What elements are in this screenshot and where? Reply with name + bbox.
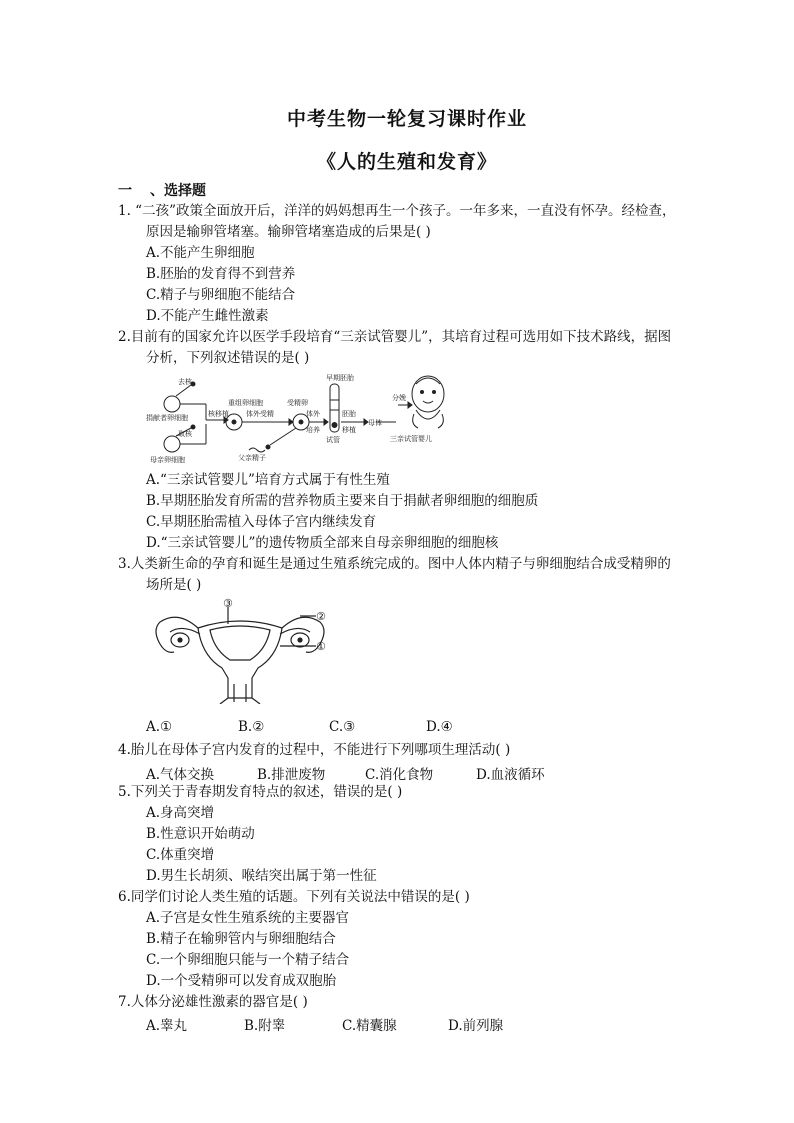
label-remove-nucleus: 去核 xyxy=(178,378,192,386)
label-culture-1: 体外 xyxy=(306,410,320,418)
q4-option-a: A.气体交换 xyxy=(146,767,215,783)
label-3: ③ xyxy=(223,598,233,610)
label-mother-body: 母体 xyxy=(368,419,382,427)
q4-option-b: B.排泄废物 xyxy=(257,767,326,783)
label-nuclear-transfer: 核移植 xyxy=(208,410,229,418)
q5-option-b: B.性意识开始萌动 xyxy=(146,826,255,842)
q3-option-c: C.③ xyxy=(329,719,356,735)
q2-stem-line2: 分析，下列叙述错误的是( ) xyxy=(146,350,310,366)
label-test-tube: 试管 xyxy=(326,436,340,444)
q1-stem-line1: 1. “二孩”政策全面放开后，洋洋的妈妈想再生一个孩子。一年多来，一直没有怀孕。经检查， xyxy=(118,203,676,219)
label-birth: 分娩 xyxy=(392,394,406,402)
label-culture-2: 培养 xyxy=(306,426,320,434)
q1-stem-line2: 原因是输卵管堵塞。输卵管堵塞造成的后果是( ) xyxy=(146,224,431,240)
label-mother-egg: 母亲卵细胞 xyxy=(150,456,185,464)
q5-option-c: C.体重突增 xyxy=(146,847,215,863)
q2-option-b: B.早期胚胎发育所需的营养物质主要来自于捐献者卵细胞的细胞质 xyxy=(146,493,539,509)
q1-option-d: D.不能产生雌性激素 xyxy=(146,308,269,324)
q6-option-b: B.精子在输卵管内与卵细胞结合 xyxy=(146,931,336,947)
label-embryo-1: 胚胎 xyxy=(342,410,356,418)
three-parent-ivf-diagram xyxy=(146,370,456,472)
q1-option-b: B.胚胎的发育得不到营养 xyxy=(146,266,296,282)
label-early-embryo: 早期胚胎 xyxy=(326,374,354,382)
label-take-nucleus: 取核 xyxy=(178,430,192,438)
q3-option-b: B.② xyxy=(238,719,265,735)
q2-option-c: C.早期胚胎需植入母体子宫内继续发育 xyxy=(146,514,377,530)
q7-stem: 7.人体分泌雄性激素的器官是( ) xyxy=(118,994,308,1010)
q5-stem: 5.下列关于青春期发育特点的叙述，错误的是( ) xyxy=(118,784,403,800)
female-reproductive-system-diagram xyxy=(150,598,330,704)
label-ivf: 体外受精 xyxy=(246,410,274,418)
label-recombined-egg: 重组卵细胞 xyxy=(228,399,263,407)
q6-option-c: C.一个卵细胞只能与一个精子结合 xyxy=(146,952,350,968)
q6-stem: 6.同学们讨论人类生殖的话题。下列有关说法中错误的是( ) xyxy=(118,889,470,905)
donor-egg-cell xyxy=(164,396,180,412)
label-1: ① xyxy=(316,640,326,653)
baby-illustration xyxy=(412,376,444,428)
section-heading xyxy=(118,180,206,200)
q7-option-c: C.精囊腺 xyxy=(342,1018,397,1034)
q5-option-a: A.身高突增 xyxy=(146,805,215,821)
mother-egg-cell xyxy=(164,436,180,452)
q4-stem: 4.胎儿在母体子宫内发育的过程中，不能进行下列哪项生理活动( ) xyxy=(118,742,511,758)
q2-stem-line1: 2.目前有的国家允许以医学手段培育“三亲试管婴儿”，其培育过程可选用如下技术路线，据图 xyxy=(118,329,672,345)
q4-option-d: D.血液循环 xyxy=(476,767,545,783)
q2-option-a: A.“三亲试管婴儿”培育方式属于有性生殖 xyxy=(146,472,390,488)
q3-option-a: A.① xyxy=(146,719,173,735)
q7-option-d: D.前列腺 xyxy=(448,1018,504,1034)
q6-option-a: A.子宫是女性生殖系统的主要器官 xyxy=(146,910,350,926)
q1-option-a: A.不能产生卵细胞 xyxy=(146,245,255,261)
page-title: 中考生物一轮复习课时作业 xyxy=(286,108,527,130)
q2-option-d: D.“三亲试管婴儿”的遗传物质全部来自母亲卵细胞的细胞核 xyxy=(146,535,499,551)
section-number: 一 xyxy=(118,183,132,199)
label-donor-egg: 捐献者卵细胞 xyxy=(146,414,188,422)
label-2: ② xyxy=(316,610,326,623)
section-label: 、选择题 xyxy=(150,183,206,199)
label-father-sperm: 父亲精子 xyxy=(238,454,266,462)
page-subtitle: 《人的生殖和发育》 xyxy=(316,151,497,173)
q3-option-d: D.④ xyxy=(426,719,453,735)
q4-option-c: C.消化食物 xyxy=(365,767,434,783)
q7-option-a: A.睾丸 xyxy=(146,1018,188,1034)
q1-option-c: C.精子与卵细胞不能结合 xyxy=(146,287,296,303)
label-baby: 三亲试管婴儿 xyxy=(390,435,432,443)
label-fertilized-egg: 受精卵 xyxy=(287,399,308,407)
label-embryo-2: 移植 xyxy=(342,426,356,434)
q3-stem-line2: 场所是( ) xyxy=(146,577,202,593)
q5-option-d: D.男生长胡须、喉结突出属于第一性征 xyxy=(146,868,377,884)
q3-stem-line1: 3.人类新生命的孕育和诞生是通过生殖系统完成的。图中人体内精子与卵细胞结合成受精卵的 xyxy=(118,556,671,572)
q7-option-b: B.附睾 xyxy=(244,1018,286,1034)
q6-option-d: D.一个受精卵可以发育成双胞胎 xyxy=(146,973,337,989)
